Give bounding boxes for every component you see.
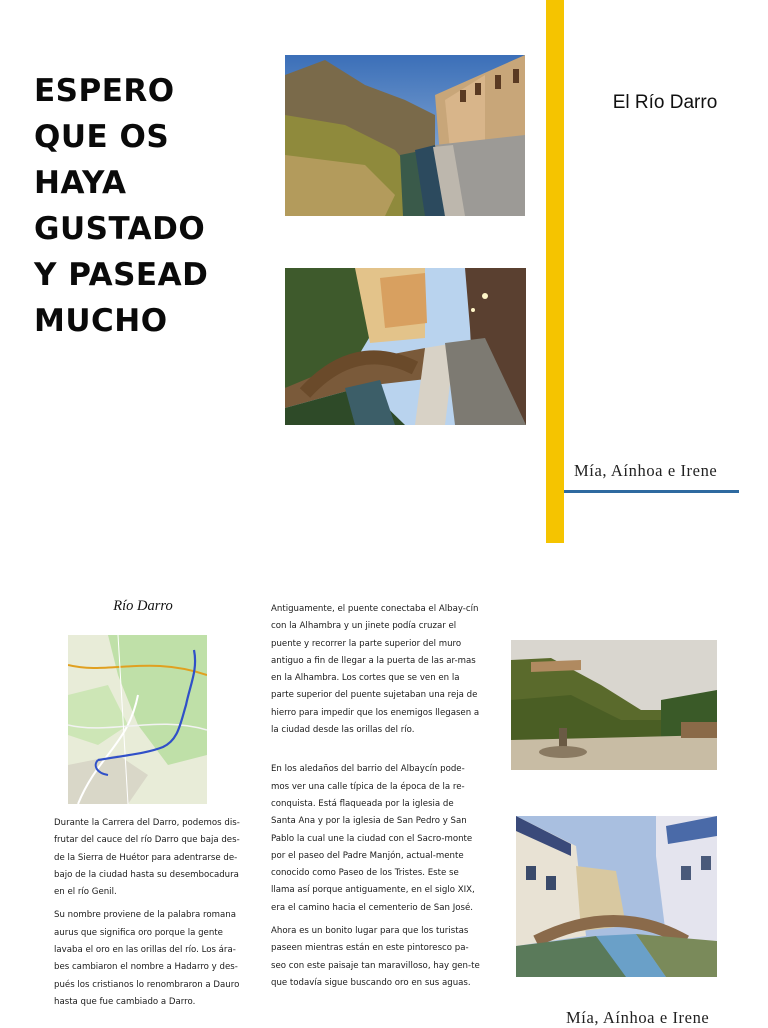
paragraph: En los aledaños del barrio del Albaycín pode-mos ver una calle típica de la época de la re-conquista. Está flaqueada por la iglesia de Santa Ana y por la iglesia de San Pedro y San Pablo la cual une la ciudad con el Sacro-monte por el paseo del Padre Manjón, actual-mente conocido como Paseo de los Tristes. Este se llama así porque antiguamente, en el siglo XIX, era el camino hacia el cementerio de San José.: [271, 764, 475, 913]
accent-yellow-bar: [546, 0, 564, 543]
headline-line: GUSTADO: [34, 211, 206, 247]
text-column-1: [54, 815, 250, 1017]
map-rio-darro: [68, 635, 207, 804]
divider-line: [564, 490, 739, 493]
headline-line: HAYA: [34, 165, 127, 201]
painting-carrera-del-darro: [516, 816, 717, 977]
paragraph: Durante la Carrera del Darro, podemos dis-frutar del cauce del río Darro que baja des-de la Sierra de Huétor para adentrarse de-bajo de la ciudad hasta su desembocadura en el río Genil.: [54, 818, 240, 898]
section-title: Río Darro: [113, 598, 173, 614]
photo-carrera-del-darro: [285, 55, 525, 216]
photo-puente-darro: [285, 268, 526, 425]
headline-line: ESPERO: [34, 73, 175, 109]
headline-line: Y PASEAD: [34, 257, 209, 293]
headline-line: QUE OS: [34, 119, 170, 155]
topic-title: El Río Darro: [612, 92, 718, 113]
authors-credit-bottom: Mía, Aínhoa e Irene: [566, 1008, 710, 1027]
cover-headline: [34, 68, 264, 344]
authors-credit: Mía, Aínhoa e Irene: [574, 461, 718, 480]
paragraph: Su nombre proviene de la palabra romana aurus que significa oro porque la gente lavaba el oro en las orillas del río. Los ára-bes cambiaron el nombre a Hadarro y des-pués los cristianos lo renombraron a Dauro hasta que fue cambiado a Darro.: [54, 910, 240, 1007]
photo-paseo-de-los-tristes: [511, 640, 717, 770]
text-column-2: [271, 601, 481, 998]
paragraph: Ahora es un bonito lugar para que los turistas paseen mientras están en este pintoresco pa-seo con este paisaje tan maravilloso, hay gen-te que todavía sigue buscando oro en sus aguas.: [271, 926, 480, 988]
paragraph: Antiguamente, el puente conectaba el Albay-cín con la Alhambra y un jinete podía cruzar el puente y recorrer la parte superior del muro antiguo a fin de llegar a la puerta de las ar-mas en la Alhambra. Los cortes que se ven en la parte superior del puente sujetaban una reja de hierro para impedir que los enemigos llegasen a la ciudad desde las orillas del río.: [271, 604, 480, 736]
headline-line: MUCHO: [34, 303, 168, 339]
